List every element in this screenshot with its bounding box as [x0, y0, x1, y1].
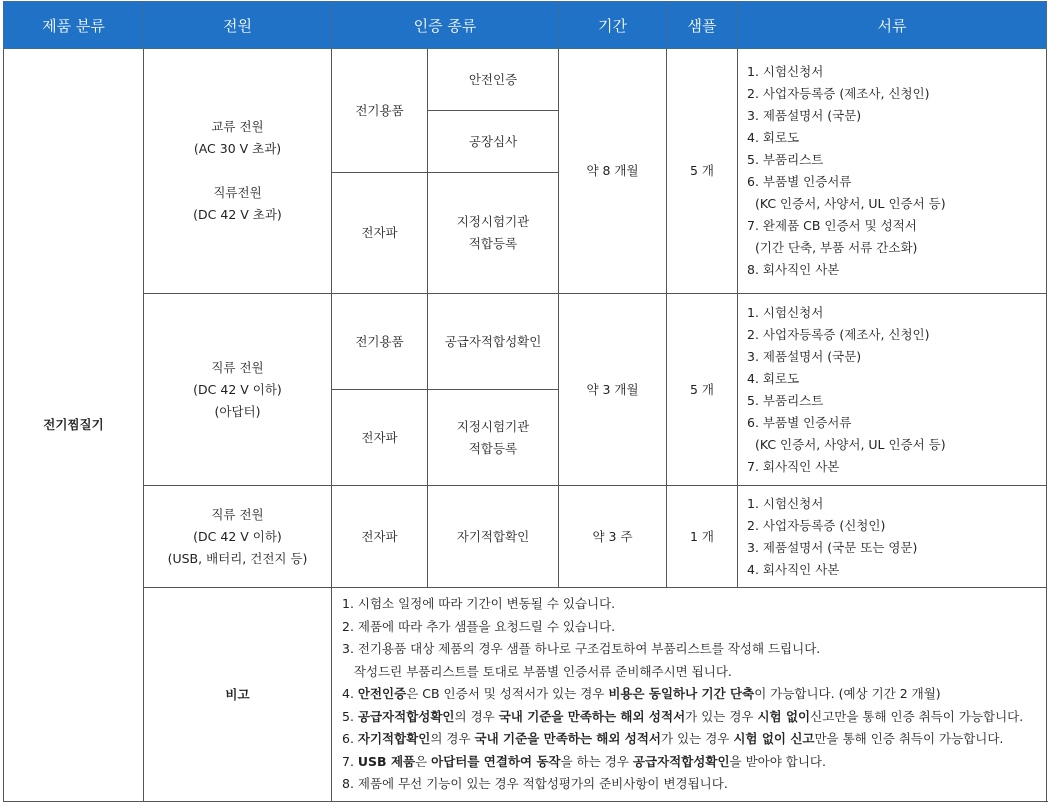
period-cell: 약 8 개월	[559, 49, 667, 294]
text-line: 직류 전원	[211, 506, 264, 522]
document-item: 6. 부품별 인증서류	[747, 174, 852, 189]
document-item: 2. 사업자등록증 (제조사, 신청인)	[747, 86, 930, 101]
text-line: (DC 42 V 초과)	[193, 207, 282, 222]
cert-item: 자기적합확인	[428, 486, 559, 588]
header-product: 제품 분류	[4, 2, 144, 49]
header-documents: 서류	[738, 2, 1047, 49]
text-line: 직류 전원	[211, 359, 264, 375]
document-item: 8. 회사직인 사본	[747, 262, 840, 277]
document-item: 7. 완제품 CB 인증서 및 성적서	[747, 218, 917, 233]
documents-cell	[738, 294, 1047, 486]
document-item: (기간 단축, 부품 서류 간소화)	[747, 240, 918, 255]
note-item: 3. 전기용품 대상 제품의 경우 샘플 하나로 구조검토하여 부품리스트를 작성해 드립니다.	[342, 641, 821, 657]
document-item: 3. 제품설명서 (국문)	[747, 108, 862, 123]
period-cell: 약 3 개월	[559, 294, 667, 486]
header-power: 전원	[144, 2, 332, 49]
note-item: 4. 안전인증은 CB 인증서 및 성적서가 있는 경우 비용은 동일하나 기간 단축이 가능합니다. (예상 기간 2 개월)	[342, 686, 941, 702]
document-item: 2. 사업자등록증 (신청인)	[747, 517, 886, 533]
text-line: (DC 42 V 이하)	[193, 528, 282, 544]
documents-cell	[738, 486, 1047, 588]
cert-item	[428, 173, 559, 294]
header-cert-type: 인증 종류	[332, 2, 559, 49]
product-name: 전기찜질기	[4, 49, 144, 802]
document-item: 3. 제품설명서 (국문 또는 영문)	[747, 539, 918, 555]
category-cell: 전자파	[332, 486, 428, 588]
power-cell	[144, 294, 332, 486]
category-cell: 전기용품	[332, 49, 428, 173]
sample-cell: 5 개	[667, 294, 738, 486]
certification-table	[3, 1, 1047, 802]
document-item: (KC 인증서, 사양서, UL 인증서 등)	[747, 196, 946, 211]
note-item: 6. 자기적합확인의 경우 국내 기준을 만족하는 해외 성적서가 있는 경우 시험 없이 신고만을 통해 인증 취득이 가능합니다.	[342, 731, 1004, 747]
note-item: 작성드린 부품리스트를 토대로 부품별 인증서류 준비해주시면 됩니다.	[342, 663, 732, 679]
category-cell: 전자파	[332, 390, 428, 486]
note-item: 8. 제품에 무선 기능이 있는 경우 적합성평가의 준비사항이 변경됩니다.	[342, 776, 728, 792]
document-item: 5. 부품리스트	[747, 392, 824, 408]
line-gap	[144, 160, 331, 182]
document-item: 3. 제품설명서 (국문)	[747, 348, 862, 364]
text-line: 지정시험기관	[456, 418, 530, 434]
text-line: (USB, 배터리, 건전지 등)	[167, 550, 308, 566]
cert-item: 공장심사	[428, 111, 559, 173]
header-period: 기간	[559, 2, 667, 49]
text-line: (AC 30 V 초과)	[193, 141, 282, 156]
note-item: 1. 시험소 일정에 따라 기간이 변동될 수 있습니다.	[342, 596, 616, 612]
header-row	[4, 2, 1047, 49]
text-line: 교류 전원	[211, 119, 264, 134]
notes-label: 비고	[144, 588, 332, 802]
document-item: 5. 부품리스트	[747, 152, 824, 167]
cert-item: 안전인증	[428, 49, 559, 111]
notes-cell	[332, 588, 1047, 802]
text-line: 적합등록	[468, 440, 518, 456]
power-cell	[144, 49, 332, 294]
document-item: 1. 시험신청서	[747, 495, 824, 511]
document-item: 1. 시험신청서	[747, 304, 824, 320]
text-line: 적합등록	[468, 236, 518, 251]
text-line: (DC 42 V 이하)	[193, 381, 282, 397]
text-line: (아답터)	[214, 403, 261, 419]
document-item: 7. 회사직인 사본	[747, 458, 840, 474]
cert-item	[428, 390, 559, 486]
category-cell: 전자파	[332, 173, 428, 294]
document-item: 4. 회사직인 사본	[747, 561, 840, 577]
sample-cell: 1 개	[667, 486, 738, 588]
document-item: 4. 회로도	[747, 130, 800, 145]
category-cell: 전기용품	[332, 294, 428, 390]
header-sample: 샘플	[667, 2, 738, 49]
note-item: 5. 공급자적합성확인의 경우 국내 기준을 만족하는 해외 성적서가 있는 경우 시험 없이신고만을 통해 인증 취득이 가능합니다.	[342, 708, 1024, 724]
document-item: (KC 인증서, 사양서, UL 인증서 등)	[747, 436, 946, 452]
sample-cell: 5 개	[667, 49, 738, 294]
document-item: 2. 사업자등록증 (제조사, 신청인)	[747, 326, 930, 342]
text-line: 직류전원	[213, 185, 262, 200]
cert-item: 공급자적합성확인	[428, 294, 559, 390]
power-cell	[144, 486, 332, 588]
text-line: 지정시험기관	[456, 214, 530, 229]
document-item: 1. 시험신청서	[747, 64, 824, 79]
note-item: 7. USB 제품은 아답터를 연결하여 동작을 하는 경우 공급자적합성확인을 받아야 합니다.	[342, 753, 826, 769]
document-item: 6. 부품별 인증서류	[747, 414, 852, 430]
note-item: 2. 제품에 따라 추가 샘플을 요청드릴 수 있습니다.	[342, 618, 616, 634]
period-cell: 약 3 주	[559, 486, 667, 588]
documents-cell	[738, 49, 1047, 294]
document-item: 4. 회로도	[747, 370, 800, 386]
